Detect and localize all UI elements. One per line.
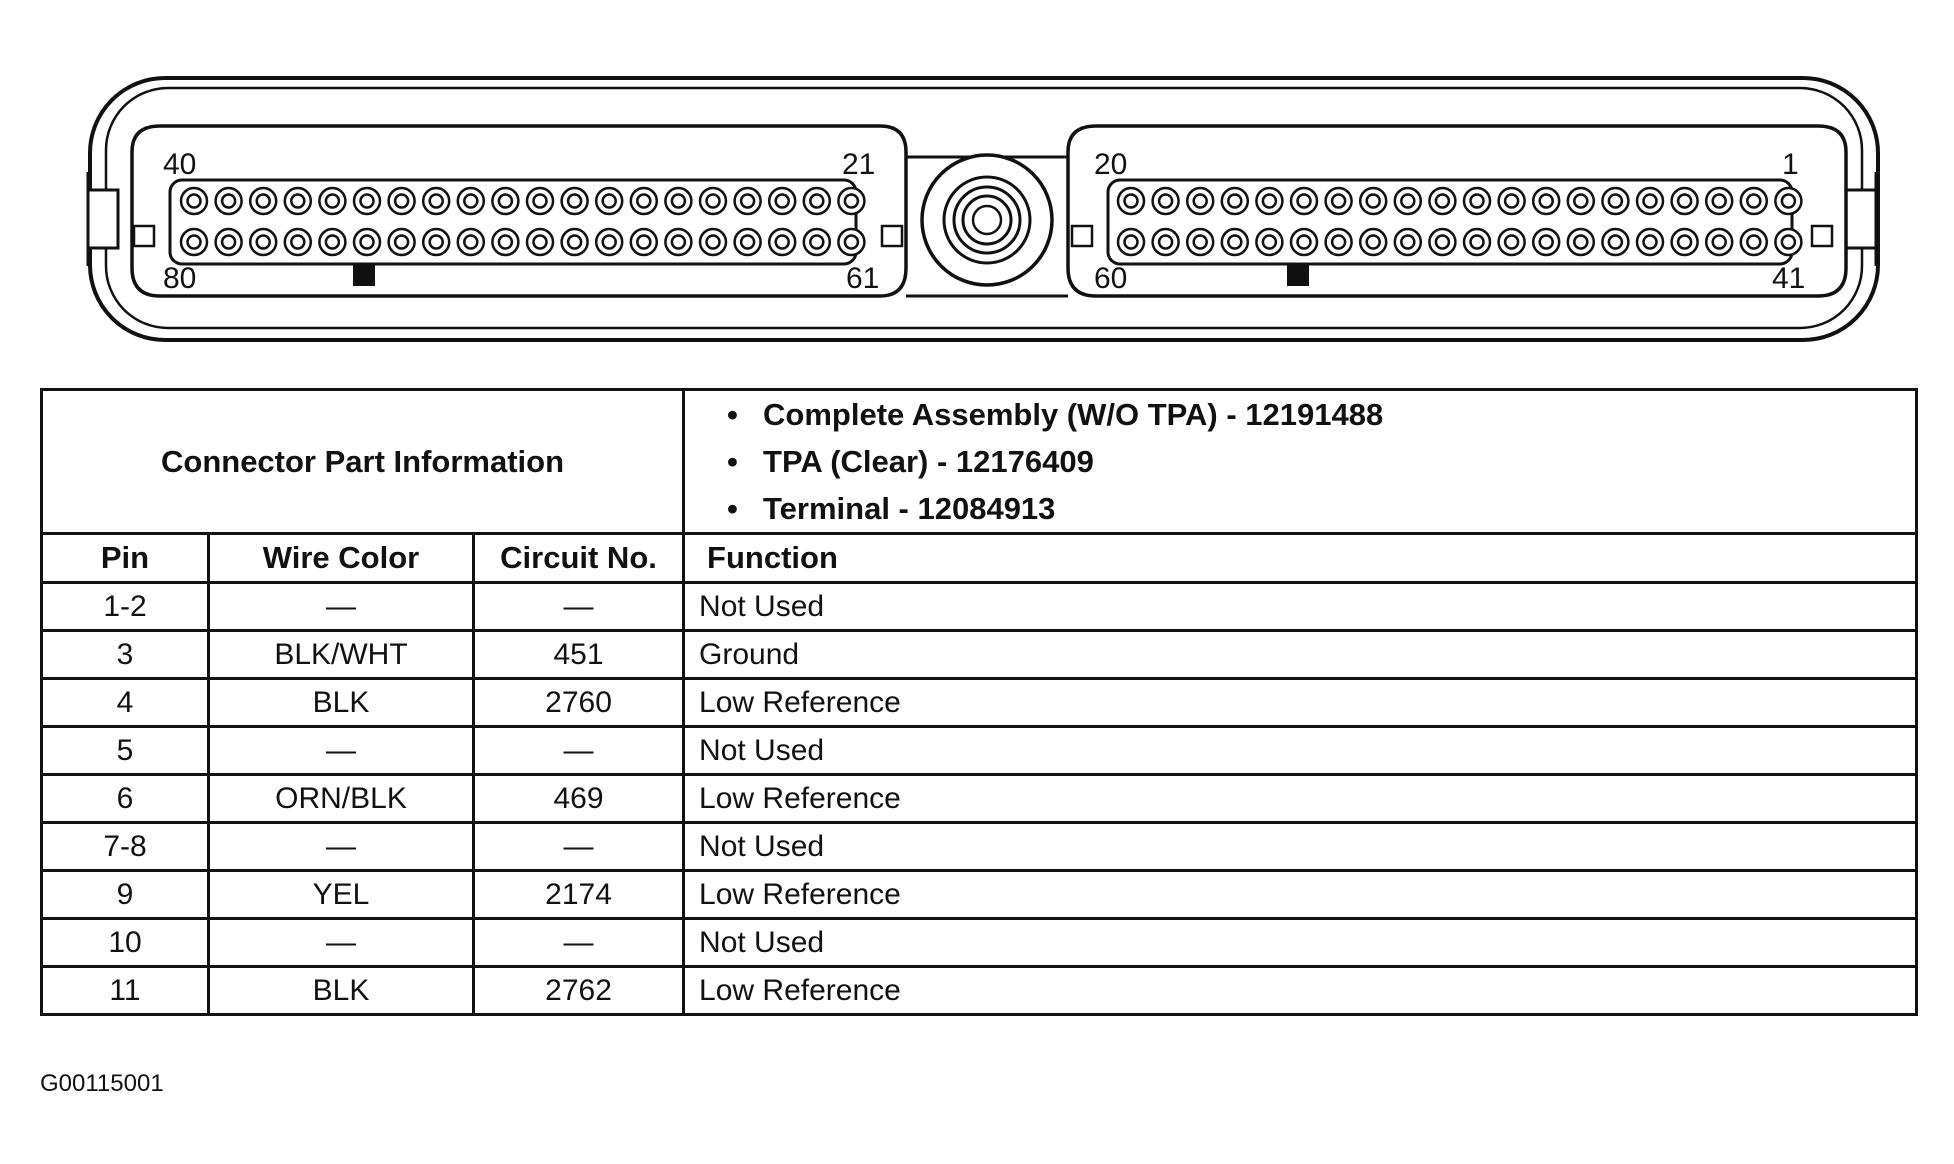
pin-terminal — [596, 188, 622, 214]
pin-label-1: 1 — [1782, 148, 1799, 181]
pin-cell: 1-2 — [42, 583, 209, 631]
pin-terminal — [1775, 229, 1801, 255]
pin-terminal — [285, 229, 311, 255]
left-latch-ear — [88, 190, 118, 248]
circuit-no-cell: 2174 — [474, 871, 684, 919]
figure-id: G00115001 — [40, 1070, 164, 1097]
pin-cell: 3 — [42, 631, 209, 679]
circuit-no-cell: 451 — [474, 631, 684, 679]
pin-terminal — [700, 229, 726, 255]
pin-terminal — [769, 188, 795, 214]
bullet-icon: • — [727, 444, 738, 479]
right-latch-ear — [1846, 190, 1876, 248]
pin-terminal — [527, 188, 553, 214]
pin-terminal — [838, 188, 864, 214]
pin-terminal — [1360, 188, 1386, 214]
pin-terminal — [1568, 229, 1594, 255]
pin-terminal — [665, 188, 691, 214]
wire-color-cell: — — [209, 823, 474, 871]
pin-label-40: 40 — [163, 148, 197, 181]
pin-terminal — [1741, 229, 1767, 255]
pin-terminal — [423, 229, 449, 255]
pin-terminal — [1118, 229, 1144, 255]
pin-terminal — [1187, 229, 1213, 255]
pin-terminal — [1222, 188, 1248, 214]
circuit-no-cell: 469 — [474, 775, 684, 823]
connector-part-table — [40, 388, 1918, 1016]
pin-terminal — [596, 229, 622, 255]
connector-part-table-wrap — [40, 388, 1918, 1016]
pin-terminal — [1291, 188, 1317, 214]
pin-terminal — [250, 229, 276, 255]
pin-terminal — [1499, 188, 1525, 214]
pin-terminal — [458, 188, 484, 214]
table-row — [42, 727, 1917, 775]
part-info-list — [727, 391, 1915, 532]
left-cavity-key-right — [882, 226, 902, 246]
pin-terminal — [562, 188, 588, 214]
pin-terminal — [1533, 188, 1559, 214]
pin-terminal — [665, 229, 691, 255]
pin-terminal — [389, 188, 415, 214]
header-function: Function — [684, 534, 1917, 583]
wire-color-cell: — — [209, 583, 474, 631]
pin-terminal — [631, 188, 657, 214]
pin-terminal — [1360, 229, 1386, 255]
pin-label-61: 61 — [846, 262, 880, 295]
table-row — [42, 871, 1917, 919]
wire-color-cell: BLK/WHT — [209, 631, 474, 679]
table-row — [42, 679, 1917, 727]
header-wire-color: Wire Color — [209, 534, 474, 583]
pin-terminal — [1741, 188, 1767, 214]
pin-terminal — [216, 229, 242, 255]
part-info-item — [727, 438, 1915, 485]
pin-terminal — [1429, 188, 1455, 214]
function-cell: Low Reference — [684, 967, 1917, 1015]
pin-terminal — [769, 229, 795, 255]
function-cell: Low Reference — [684, 775, 1917, 823]
pin-terminal — [735, 229, 761, 255]
pin-terminal — [1672, 229, 1698, 255]
part-info-item — [727, 391, 1915, 438]
pin-terminal — [631, 229, 657, 255]
pin-terminal — [527, 229, 553, 255]
header-pin: Pin — [42, 534, 209, 583]
pin-terminal — [1637, 188, 1663, 214]
pin-terminal — [562, 229, 588, 255]
part-info-item — [727, 485, 1915, 532]
connector-face-diagram — [0, 0, 1954, 360]
pin-terminal — [1706, 188, 1732, 214]
table-row — [42, 583, 1917, 631]
part-info-text: Terminal - 12084913 — [763, 491, 1056, 526]
pin-terminal — [458, 229, 484, 255]
pin-rows — [42, 583, 1917, 1015]
wire-color-cell: — — [209, 919, 474, 967]
pin-terminal — [1326, 188, 1352, 214]
pin-cell: 7-8 — [42, 823, 209, 871]
pin-label-21: 21 — [842, 148, 876, 181]
circuit-no-cell: — — [474, 919, 684, 967]
table-row — [42, 967, 1917, 1015]
pin-label-60: 60 — [1094, 262, 1128, 295]
pin-terminal — [1602, 188, 1628, 214]
right-cavity-key-left — [1072, 226, 1092, 246]
pin-terminal — [1291, 229, 1317, 255]
circuit-no-cell: — — [474, 727, 684, 775]
table-row — [42, 631, 1917, 679]
table-row — [42, 775, 1917, 823]
pin-label-80: 80 — [163, 262, 197, 295]
function-cell: Not Used — [684, 823, 1917, 871]
circuit-no-cell: — — [474, 583, 684, 631]
part-info-label: Connector Part Information — [42, 390, 684, 534]
pin-terminal — [285, 188, 311, 214]
pin-terminal — [319, 229, 345, 255]
pin-terminal — [1464, 229, 1490, 255]
pin-terminal — [1429, 229, 1455, 255]
table-row — [42, 823, 1917, 871]
table-row — [42, 919, 1917, 967]
pin-terminal — [181, 229, 207, 255]
pin-terminal — [804, 188, 830, 214]
wire-color-cell: BLK — [209, 679, 474, 727]
pin-cell: 9 — [42, 871, 209, 919]
pin-label-41: 41 — [1772, 262, 1806, 295]
pin-terminal — [1464, 188, 1490, 214]
pin-terminal — [1499, 229, 1525, 255]
header-circuit-no: Circuit No. — [474, 534, 684, 583]
wire-color-cell: — — [209, 727, 474, 775]
circuit-no-cell: 2762 — [474, 967, 684, 1015]
header-row — [42, 534, 1917, 583]
pin-terminal — [1118, 188, 1144, 214]
pin-terminal — [1326, 229, 1352, 255]
pin-terminal — [804, 229, 830, 255]
pin-terminal — [838, 229, 864, 255]
pin-terminal — [1568, 188, 1594, 214]
circuit-no-cell: — — [474, 823, 684, 871]
right-polarization-mark — [1287, 264, 1309, 286]
left-polarization-mark — [353, 264, 375, 286]
pin-cell: 10 — [42, 919, 209, 967]
pin-terminal — [1395, 188, 1421, 214]
pin-terminal — [1256, 188, 1282, 214]
function-cell: Ground — [684, 631, 1917, 679]
pin-terminal — [1672, 188, 1698, 214]
pin-terminal — [735, 188, 761, 214]
pin-terminal — [1153, 188, 1179, 214]
left-cavity-key-left — [134, 226, 154, 246]
part-info-list-cell — [684, 390, 1917, 534]
pin-terminal — [492, 188, 518, 214]
pin-terminal — [354, 229, 380, 255]
pin-terminal — [492, 229, 518, 255]
pin-cell: 5 — [42, 727, 209, 775]
part-info-text: TPA (Clear) - 12176409 — [763, 444, 1094, 479]
bullet-icon: • — [727, 491, 738, 526]
part-info-row — [42, 390, 1917, 534]
pin-terminal — [700, 188, 726, 214]
pin-terminal — [1395, 229, 1421, 255]
pin-terminal — [1187, 188, 1213, 214]
function-cell: Low Reference — [684, 679, 1917, 727]
function-cell: Not Used — [684, 583, 1917, 631]
circuit-no-cell: 2760 — [474, 679, 684, 727]
pin-terminal — [354, 188, 380, 214]
pin-terminal — [1706, 229, 1732, 255]
center-boss-outer — [922, 155, 1052, 285]
pin-terminal — [1775, 188, 1801, 214]
function-cell: Not Used — [684, 919, 1917, 967]
pin-terminal — [1153, 229, 1179, 255]
pin-terminal — [1222, 229, 1248, 255]
pin-terminal — [319, 188, 345, 214]
pin-cell: 6 — [42, 775, 209, 823]
pin-terminal — [181, 188, 207, 214]
pin-cell: 4 — [42, 679, 209, 727]
right-cavity-key-right — [1812, 226, 1832, 246]
pin-terminal — [1533, 229, 1559, 255]
wire-color-cell: YEL — [209, 871, 474, 919]
wire-color-cell: ORN/BLK — [209, 775, 474, 823]
wire-color-cell: BLK — [209, 967, 474, 1015]
pin-terminal — [389, 229, 415, 255]
function-cell: Not Used — [684, 727, 1917, 775]
pin-cell: 11 — [42, 967, 209, 1015]
function-cell: Low Reference — [684, 871, 1917, 919]
pin-terminal — [1637, 229, 1663, 255]
pin-terminal — [216, 188, 242, 214]
pin-terminal — [250, 188, 276, 214]
bullet-icon: • — [727, 397, 738, 432]
pin-terminal — [423, 188, 449, 214]
pin-terminal — [1256, 229, 1282, 255]
pin-terminal — [1602, 229, 1628, 255]
pin-label-20: 20 — [1094, 148, 1128, 181]
part-info-text: Complete Assembly (W/O TPA) - 12191488 — [763, 397, 1384, 432]
